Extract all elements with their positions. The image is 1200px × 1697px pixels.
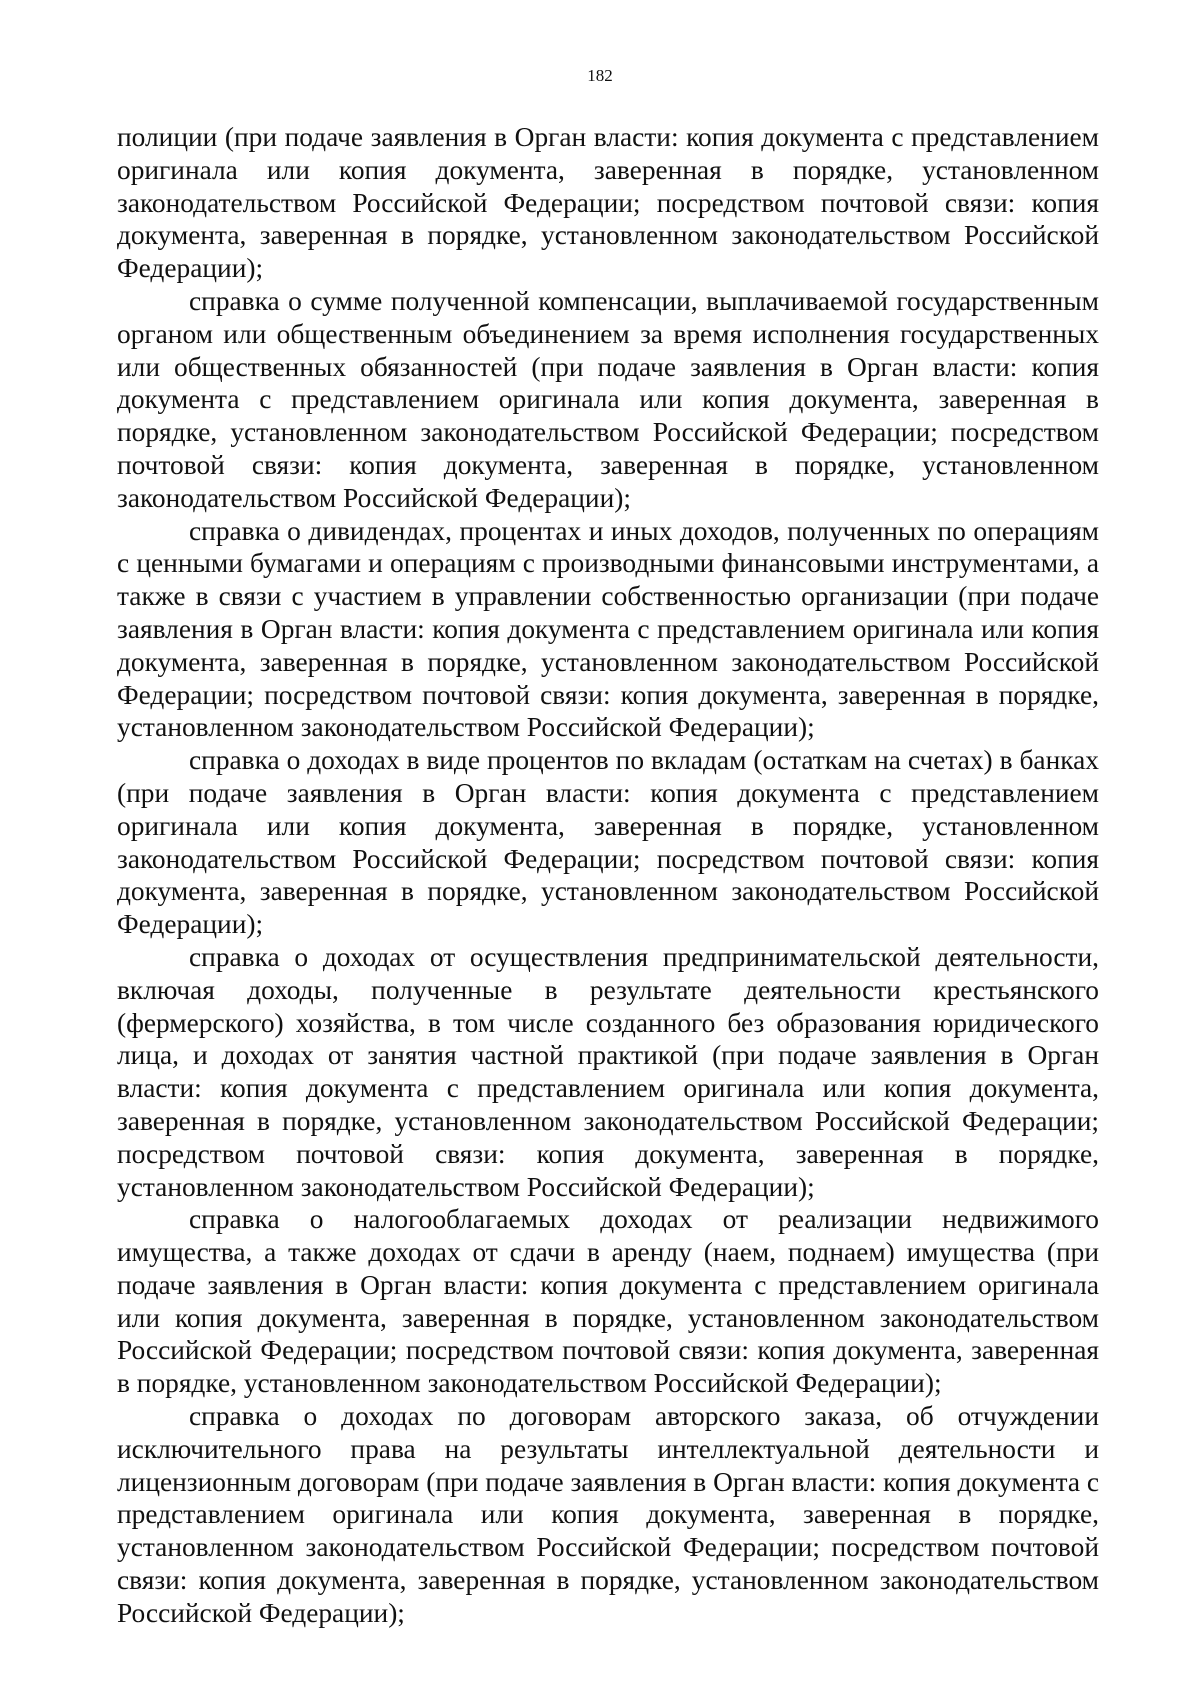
paragraph-compensation-certificate: справка о сумме полученной компенсации, выплачиваемой государственным органом или общественным объединением за время исполнения государственных или общественных обязанностей (при подаче заявления в Орган власти: копия документа с представлением оригинала или копия документа, заверенная в порядке, установленном законодательством Российской Федерации; посредством почтовой связи: копия документа, заверенная в порядке, установленном законодательством Российской Федерации); bbox=[117, 285, 1099, 513]
paragraph-dividends-certificate: справка о дивидендах, процентах и иных доходов, полученных по операциям с ценными бумагами и операциям с производными финансовыми инструментами, а также в связи с участием в управлении собственностью организации (при подаче заявления в Орган власти: копия документа с представлением оригинала или копия документа, заверенная в порядке, установленном законодательством Российской Федерации; посредством почтовой связи: копия документа, заверенная в порядке, установленном законодательством Российской Федерации); bbox=[117, 515, 1099, 743]
paragraph-business-income-certificate: справка о доходах от осуществления предпринимательской деятельности, включая доходы, полученные в результате деятельности крестьянского (фермерского) хозяйства, в том числе созданного без образования юридического лица, и доходах от занятия частной практикой (при подаче заявления в Орган власти: копия документа с представлением оригинала или копия документа, заверенная в порядке, установленном законодательством Российской Федерации; посредством почтовой связи: копия документа, заверенная в порядке, установленном законодательством Российской Федерации); bbox=[117, 941, 1099, 1202]
paragraph-copyright-income-certificate: справка о доходах по договорам авторского заказа, об отчуждении исключительного права на результаты интеллектуальной деятельности и лицензионным договорам (при подаче заявления в Орган власти: копия документа с представлением оригинала или копия документа, заверенная в порядке, установленном законодательством Российской Федерации; посредством почтовой связи: копия документа, заверенная в порядке, установленном законодательством Российской Федерации); bbox=[117, 1401, 1099, 1628]
document-body bbox=[117, 121, 1099, 1630]
paragraph-real-estate-income-certificate: справка о налогооблагаемых доходах от реализации недвижимого имущества, а также доходах от сдачи в аренду (наем, поднаем) имущества (при подаче заявления в Орган власти: копия документа с представлением оригинала или копия документа, заверенная в порядке, установленном законодательством Российской Федерации; посредством почтовой связи: копия документа, заверенная в порядке, установленном законодательством Российской Федерации); bbox=[117, 1204, 1099, 1399]
page-number: 182 bbox=[587, 66, 613, 85]
paragraph-deposit-interest-certificate: справка о доходах в виде процентов по вкладам (остаткам на счетах) в банках (при подаче заявления в Орган власти: копия документа с представлением оригинала или копия документа, заверенная в порядке, установленном законодательством Российской Федерации; посредством почтовой связи: копия документа, заверенная в порядке, установленном законодательством Российской Федерации); bbox=[117, 745, 1099, 940]
paragraph-police-continuation: полиции (при подаче заявления в Орган власти: копия документа с представлением оригинала или копия документа, заверенная в порядке, установленном законодательством Российской Федерации; посредством почтовой связи: копия документа, заверенная в порядке, установленном законодательством Российской Федерации); bbox=[117, 122, 1099, 284]
